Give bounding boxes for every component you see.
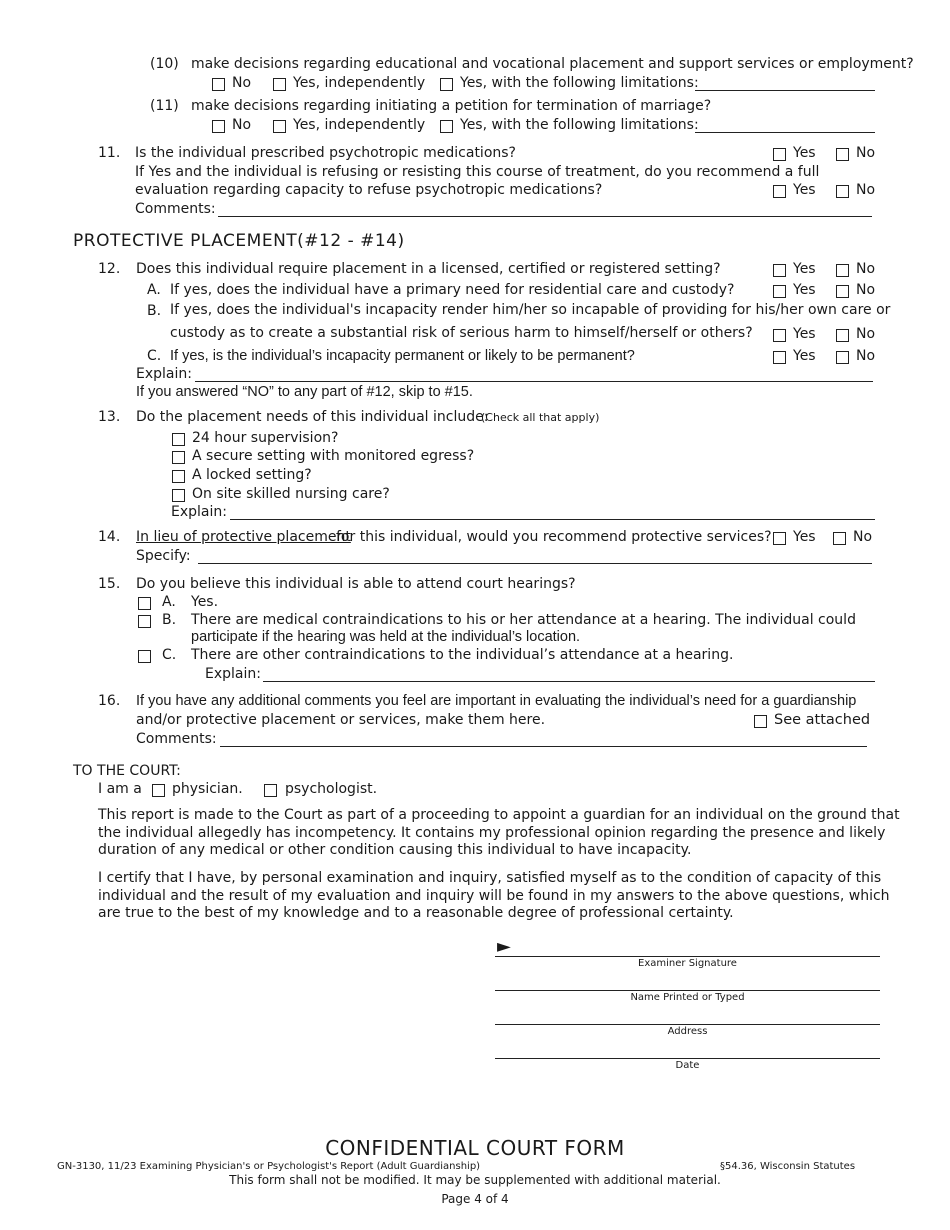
- q15a-checkbox[interactable]: [138, 597, 151, 610]
- q16-line1: If you have any additional comments you feel are important in evaluating the individual’s need for a guardianship: [136, 693, 857, 709]
- q16-number: 16.: [98, 693, 121, 709]
- q12-no-label: No: [856, 261, 876, 277]
- form-id: GN-3130, 11/23 Examining Physician's or Psychologist's Report (Adult Guardianship): [57, 1161, 481, 1172]
- q15b-line1: There are medical contraindications to his or her attendance at a hearing. The individual could: [191, 612, 856, 628]
- examiner-signature-label: Examiner Signature: [638, 958, 737, 969]
- name-printed-field[interactable]: [495, 990, 880, 991]
- q15b-checkbox[interactable]: [138, 615, 151, 628]
- q13-explain-label: Explain:: [171, 504, 227, 520]
- q11-yes-label: Yes: [793, 145, 816, 161]
- q14-yes-label: Yes: [793, 529, 816, 545]
- page-number: Page 4 of 4: [441, 1192, 509, 1206]
- q11-comments-field[interactable]: [218, 216, 872, 217]
- q12-yes-checkbox[interactable]: [773, 264, 786, 277]
- q12c-yes-checkbox[interactable]: [773, 351, 786, 364]
- q12b-line2: custody as to create a substantial risk of serious harm to himself/herself or others?: [170, 325, 753, 341]
- q12a-no-label: No: [856, 282, 876, 298]
- q11-no-label: No: [856, 145, 876, 161]
- q13-hint: (Check all that apply): [481, 411, 600, 424]
- q15c-text: There are other contraindications to the individual’s attendance at a hearing.: [191, 647, 734, 663]
- q11-followup-no-label: No: [856, 182, 876, 198]
- q15-number: 15.: [98, 576, 121, 592]
- q12-yes-label: Yes: [793, 261, 816, 277]
- q12c-no-checkbox[interactable]: [836, 351, 849, 364]
- q13-item-label: On site skilled nursing care?: [192, 486, 390, 502]
- certification-paragraph: I certify that I have, by personal examination and inquiry, satisfied myself as to the condition of capacity of this individual and the result of my evaluation and inquiry will be found in my answers to the above questions, which are true to the best of my knowledge and to a reasonable degree of professional certainty.: [98, 870, 890, 921]
- q16-comments-field[interactable]: [220, 746, 867, 747]
- q11-no-checkbox[interactable]: [836, 148, 849, 161]
- q12-skip-note: If you answered “NO” to any part of #12, skip to #15.: [136, 384, 473, 400]
- examiner-signature-field[interactable]: [495, 956, 880, 957]
- q14-yes-checkbox[interactable]: [773, 532, 786, 545]
- q12-text: Does this individual require placement in a licensed, certified or registered setting?: [136, 261, 721, 277]
- q13-text: Do the placement needs of this individual include:: [136, 409, 489, 425]
- q12c-letter: C.: [147, 348, 162, 364]
- name-printed-label: Name Printed or Typed: [630, 992, 745, 1003]
- q12a-yes-label: Yes: [793, 282, 816, 298]
- q12b-no-label: No: [856, 326, 876, 342]
- date-field[interactable]: [495, 1058, 880, 1059]
- q11-comments-label: Comments:: [135, 201, 216, 217]
- q12a-yes-checkbox[interactable]: [773, 285, 786, 298]
- q11-followup-no-checkbox[interactable]: [836, 185, 849, 198]
- subitem-11-yes-independently-label: Yes, independently: [293, 117, 426, 133]
- subitem-11-yes-limitations-checkbox[interactable]: [440, 120, 453, 133]
- subitem-11-yes-independently-checkbox[interactable]: [273, 120, 286, 133]
- subitem-10-text: make decisions regarding educational and vocational placement and support services or employment?: [191, 56, 914, 72]
- q12a-letter: A.: [147, 282, 161, 298]
- q15c-checkbox[interactable]: [138, 650, 151, 663]
- subitem-10-number: (10): [150, 56, 179, 72]
- subitem-11-no-checkbox[interactable]: [212, 120, 225, 133]
- court-statement-paragraph: This report is made to the Court as part of a proceeding to appoint a guardian for an individual on the ground that the individual allegedly has incompetency. It contains my professional opinion regarding the presence and likely duration of any medical or other condition causing this individual to have incapacity.: [98, 807, 900, 858]
- q12a-text: If yes, does the individual have a primary need for residential care and custody?: [170, 282, 735, 298]
- q15c-letter: C.: [162, 647, 177, 663]
- q14-no-checkbox[interactable]: [833, 532, 846, 545]
- q12b-yes-checkbox[interactable]: [773, 329, 786, 342]
- psychologist-checkbox[interactable]: [264, 784, 277, 797]
- q12c-no-label: No: [856, 348, 876, 364]
- q12b-letter: B.: [147, 303, 162, 319]
- q11-followup-yes-checkbox[interactable]: [773, 185, 786, 198]
- q16-see-attached-label: See attached: [774, 712, 871, 728]
- q11-number: 11.: [98, 145, 121, 161]
- q11-followup-line2: evaluation regarding capacity to refuse psychotropic medications?: [135, 182, 603, 198]
- i-am-a-label: I am a: [98, 781, 142, 797]
- q15a-text: Yes.: [191, 594, 219, 610]
- modification-notice: This form shall not be modified. It may be supplemented with additional material.: [229, 1173, 721, 1187]
- subitem-10-yes-independently-checkbox[interactable]: [273, 78, 286, 91]
- q15b-letter: B.: [162, 612, 177, 628]
- statute-reference: §54.36, Wisconsin Statutes: [720, 1161, 856, 1172]
- subitem-11-yes-limitations-label: Yes, with the following limitations:: [460, 117, 699, 133]
- q14-underlined-text: In lieu of protective placement: [136, 529, 351, 545]
- q14-no-label: No: [853, 529, 873, 545]
- q13-item-label: A locked setting?: [192, 467, 312, 483]
- q11-followup-yes-label: Yes: [793, 182, 816, 198]
- q12b-yes-label: Yes: [793, 326, 816, 342]
- q15a-letter: A.: [162, 594, 176, 610]
- subitem-10-yes-limitations-checkbox[interactable]: [440, 78, 453, 91]
- subitem-10-yes-independently-label: Yes, independently: [293, 75, 426, 91]
- q14-specify-label: Specify:: [136, 548, 191, 564]
- q16-line2: and/or protective placement or services, make them here.: [136, 712, 546, 728]
- subitem-10-yes-limitations-label: Yes, with the following limitations:: [460, 75, 699, 91]
- q12-explain-label: Explain:: [136, 366, 192, 382]
- subitem-11-number: (11): [150, 98, 179, 114]
- subitem-10-no-checkbox[interactable]: [212, 78, 225, 91]
- q12-explain-field[interactable]: [195, 381, 873, 382]
- subitem-11-limitations-field[interactable]: [695, 132, 875, 133]
- q12b-line1: If yes, does the individual's incapacity render him/her so incapable of providing for his/her own care or: [170, 302, 891, 318]
- q12b-no-checkbox[interactable]: [836, 329, 849, 342]
- q13-explain-field[interactable]: [230, 519, 875, 520]
- q12c-yes-label: Yes: [793, 348, 816, 364]
- q15-explain-field[interactable]: [263, 681, 875, 682]
- q14-specify-field[interactable]: [198, 563, 872, 564]
- signature-arrow-icon: ►: [497, 936, 511, 957]
- q16-see-attached-checkbox[interactable]: [754, 715, 767, 728]
- q13-item-checkbox[interactable]: [172, 433, 185, 446]
- q13-item-checkbox[interactable]: [172, 451, 185, 464]
- protective-placement-heading: PROTECTIVE PLACEMENT(#12 - #14): [73, 231, 405, 251]
- q12-no-checkbox[interactable]: [836, 264, 849, 277]
- date-label: Date: [675, 1060, 700, 1071]
- q13-item-label: 24 hour supervision?: [192, 430, 339, 446]
- q13-item-checkbox[interactable]: [172, 489, 185, 502]
- q13-item-label: A secure setting with monitored egress?: [192, 448, 475, 464]
- subitem-11-text: make decisions regarding initiating a petition for termination of marriage?: [191, 98, 712, 114]
- q15-text: Do you believe this individual is able to attend court hearings?: [136, 576, 576, 592]
- q11-followup-line1: If Yes and the individual is refusing or resisting this course of treatment, do you recommend a full: [135, 164, 820, 180]
- physician-label: physician.: [172, 781, 243, 797]
- q12a-no-checkbox[interactable]: [836, 285, 849, 298]
- q16-comments-label: Comments:: [136, 731, 217, 747]
- q14-number: 14.: [98, 529, 121, 545]
- psychologist-label: psychologist.: [285, 781, 378, 797]
- physician-checkbox[interactable]: [152, 784, 165, 797]
- confidential-form-title: CONFIDENTIAL COURT FORM: [325, 1136, 625, 1160]
- address-label: Address: [667, 1026, 708, 1037]
- q14-text: for this individual, would you recommend protective services?: [336, 529, 772, 545]
- q11-yes-checkbox[interactable]: [773, 148, 786, 161]
- q13-item-checkbox[interactable]: [172, 470, 185, 483]
- q12c-text: If yes, is the individual’s incapacity permanent or likely to be permanent?: [170, 348, 635, 364]
- subitem-10-no-label: No: [232, 75, 252, 91]
- subitem-10-limitations-field[interactable]: [695, 90, 875, 91]
- q15b-line2: participate if the hearing was held at the individual’s location.: [191, 629, 581, 645]
- q13-number: 13.: [98, 409, 121, 425]
- q11-text: Is the individual prescribed psychotropic medications?: [135, 145, 516, 161]
- q12-number: 12.: [98, 261, 121, 277]
- subitem-11-no-label: No: [232, 117, 252, 133]
- address-field[interactable]: [495, 1024, 880, 1025]
- q15-explain-label: Explain:: [205, 666, 261, 682]
- to-the-court-heading: TO THE COURT:: [73, 763, 181, 779]
